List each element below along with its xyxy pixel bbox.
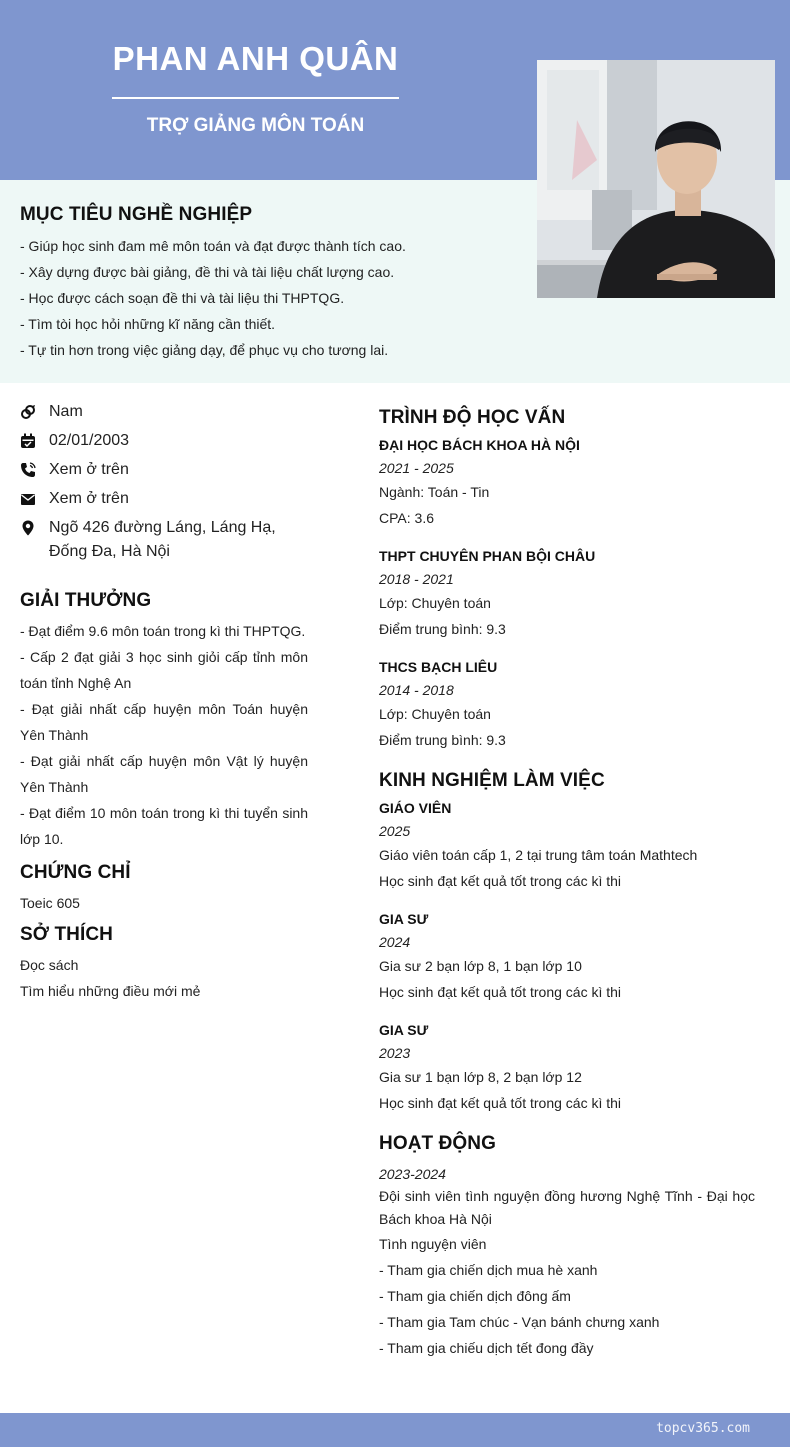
phone-value: Xem ở trên	[49, 461, 129, 478]
award-item: - Đạt giải nhất cấp huyện môn Vật lý huyện Yên Thành	[20, 753, 308, 795]
experience-detail: Học sinh đạt kết quả tốt trong các kì thi	[379, 1095, 622, 1111]
gender-value: Nam	[49, 403, 83, 420]
address-line-1: Ngõ 426 đường Láng, Láng Hạ,	[49, 519, 276, 536]
gender-icon	[20, 404, 36, 420]
education-detail: Lớp: Chuyên toán	[379, 706, 491, 722]
experience-detail: Gia sư 1 bạn lớp 8, 2 bạn lớp 12	[379, 1069, 582, 1085]
certificates-title: CHỨNG CHỈ	[20, 862, 131, 883]
certificate-item: Toeic 605	[20, 895, 80, 911]
mail-icon	[20, 491, 36, 507]
footer-band	[0, 1413, 790, 1447]
education-detail: Điểm trung bình: 9.3	[379, 732, 506, 748]
contact-email	[20, 487, 320, 511]
hobbies-list	[20, 952, 308, 1004]
portrait-illustration	[537, 60, 775, 298]
experience-title: KINH NGHIỆM LÀM VIỆC	[379, 770, 605, 791]
address-line-2: Đống Đa, Hà Nội	[49, 543, 170, 560]
objective-item: - Tìm tòi học hỏi những kĩ năng cần thiết.	[20, 316, 276, 332]
activities-title: HOẠT ĐỘNG	[379, 1133, 497, 1154]
education-detail: Ngành: Toán - Tin	[379, 484, 490, 500]
experience-period: 2023	[379, 1045, 411, 1061]
education-entry	[379, 655, 755, 753]
activity-organization: Đội sinh viên tình nguyện đồng hương Nghệ Tĩnh - Đại học Bách khoa Hà Nội	[379, 1188, 755, 1227]
profile-photo	[537, 60, 775, 298]
experience-period: 2024	[379, 934, 411, 950]
experience-period: 2025	[379, 823, 411, 839]
contact-address	[20, 516, 320, 564]
name-divider	[112, 97, 399, 99]
phone-icon	[20, 462, 36, 478]
education-period: 2018 - 2021	[379, 571, 454, 587]
education-entry	[379, 544, 755, 642]
right-column	[379, 403, 755, 1374]
school-name: THCS BẠCH LIÊU	[379, 659, 498, 675]
contact-gender	[20, 400, 320, 424]
experience-detail: Giáo viên toán cấp 1, 2 tại trung tâm toán Mathtech	[379, 847, 698, 863]
experience-detail: Học sinh đạt kết quả tốt trong các kì thi	[379, 984, 622, 1000]
education-detail: CPA: 3.6	[379, 510, 434, 526]
objective-item: - Tự tin hơn trong việc giảng dạy, để phục vụ cho tương lai.	[20, 342, 389, 358]
position-name: GIA SƯ	[379, 911, 429, 927]
birthday-value: 02/01/2003	[49, 432, 130, 449]
candidate-role: TRỢ GIẢNG MÔN TOÁN	[146, 115, 365, 136]
award-item: - Cấp 2 đạt giải 3 học sinh giỏi cấp tỉnh môn toán tỉnh Nghệ An	[20, 649, 308, 691]
education-period: 2021 - 2025	[379, 460, 454, 476]
hobby-item: Đọc sách	[20, 957, 79, 973]
objective-item: - Xây dựng được bài giảng, đề thi và tài liệu chất lượng cao.	[20, 264, 395, 280]
activity-role: Tình nguyện viên	[379, 1236, 487, 1252]
certificates-list	[20, 890, 308, 916]
awards-title: GIẢI THƯỞNG	[20, 590, 152, 611]
education-entry	[379, 433, 755, 531]
contact-birthday	[20, 429, 320, 453]
watermark: topcv365.com	[656, 1421, 750, 1436]
award-item: - Đạt điểm 9.6 môn toán trong kì thi THPTQG.	[20, 623, 306, 639]
activity-period: 2023-2024	[379, 1166, 446, 1182]
activity-item: - Tham gia chiến dịch mua hè xanh	[379, 1262, 598, 1278]
activity-item: - Tham gia Tam chúc - Vạn bánh chưng xanh	[379, 1314, 660, 1330]
awards-list	[20, 618, 308, 852]
left-column	[20, 586, 308, 1004]
position-name: GIÁO VIÊN	[379, 800, 452, 816]
objective-item: - Học được cách soạn đề thi và tài liệu thi THPTQG.	[20, 290, 345, 306]
contact-phone	[20, 458, 320, 482]
experience-entry	[379, 907, 755, 1005]
hobby-item: Tìm hiểu những điều mới mẻ	[20, 983, 201, 999]
calendar-icon	[20, 433, 36, 449]
education-period: 2014 - 2018	[379, 682, 454, 698]
contact-list	[20, 400, 320, 569]
objective-item: - Giúp học sinh đam mê môn toán và đạt được thành tích cao.	[20, 238, 406, 254]
address-value	[49, 516, 276, 564]
education-detail: Điểm trung bình: 9.3	[379, 621, 506, 637]
candidate-name: PHAN ANH QUÂN	[112, 40, 399, 77]
location-icon	[20, 520, 36, 536]
experience-detail: Gia sư 2 bạn lớp 8, 1 bạn lớp 10	[379, 958, 582, 974]
objective-title: MỤC TIÊU NGHỀ NGHIỆP	[20, 204, 253, 225]
school-name: THPT CHUYÊN PHAN BỘI CHÂU	[379, 548, 596, 564]
activity-item: - Tham gia chiếu dịch tết đong đầy	[379, 1340, 594, 1356]
position-name: GIA SƯ	[379, 1022, 429, 1038]
experience-detail: Học sinh đạt kết quả tốt trong các kì thi	[379, 873, 622, 889]
activity-entry	[379, 1163, 755, 1361]
education-detail: Lớp: Chuyên toán	[379, 595, 491, 611]
hobbies-title: SỞ THÍCH	[20, 924, 114, 945]
activity-item: - Tham gia chiến dịch đông ấm	[379, 1288, 571, 1304]
school-name: ĐẠI HỌC BÁCH KHOA HÀ NỘI	[379, 437, 580, 453]
award-item: - Đạt giải nhất cấp huyện môn Toán huyện Yên Thành	[20, 701, 308, 743]
experience-entry	[379, 1018, 755, 1116]
education-title: TRÌNH ĐỘ HỌC VẤN	[379, 407, 566, 428]
experience-entry	[379, 796, 755, 894]
objective-list	[20, 233, 520, 363]
email-value: Xem ở trên	[49, 490, 129, 507]
award-item: - Đạt điểm 10 môn toán trong kì thi tuyển sinh lớp 10.	[20, 805, 308, 847]
